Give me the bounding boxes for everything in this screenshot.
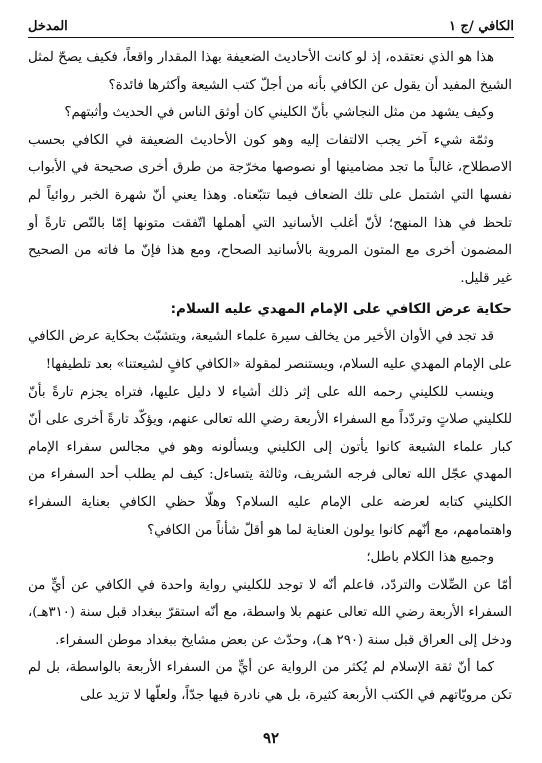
paragraph: وكيف يشهد من مثل النجاشي بأنّ الكليني كان أوثق الناس في الحديث وأثبتهم؟: [64, 105, 494, 121]
page-body: [28, 44, 512, 710]
header-rule: [28, 37, 514, 38]
section-title: المدخل: [28, 19, 68, 34]
paragraph: قد تجد في الأوان الأخير من يخالف سيرة علماء الشيعة، ويتشبّث بحكاية عرض الكافي على الإمام المهدي عليه السلام، ويستنصر لمقولة «الكافي كافٍ لشيعتنا» بعد تلطيفها!: [28, 329, 512, 372]
book-title: الكافي /ج ١: [449, 19, 514, 34]
paragraph: وثمّة شيء آخر يجب الالتفات إليه وهو كون الأحاديث الضعيفة في الكافي بحسب الاصطلاح، غالباً ما تجد مضامينها أو نصوصها مخرّجة من طرق أخرى صحيحة في الأبواب نفسها التي اشتمل على تلك الضعاف فيما تتبّعناه. وهذا يعني أنّ شهرة الخبر روائياً لم تلحظ في هذا المنهج؛ لأنّ أغلب الأسانيد التي أهملها اتّفقت متونها إمّا بالنّص تارةً أو المضمون أخرى مع المتون المروية بالأسانيد الصحاح، ومع هذا فإنّ ما فاته من الصحيح غير قليل.: [28, 132, 512, 286]
paragraph: كما أنّ ثقة الإسلام لم يُكثر من الرواية عن أيٍّ من السفراء الأربعة بالواسطة، بل لم تكن مرويّاتهم في الكتب الأربعة كثيرة، بل هي نادرة فيها جدّاً، ولعلّها لا تزيد على: [28, 660, 512, 704]
paragraph: وجميع هذا الكلام باطل؛: [366, 550, 494, 566]
paragraph: هذا هو الذي نعتقده، إذ لو كانت الأحاديث الضعيفة بهذا المقدار واقعاً، فكيف يصحّ لمثل الشيخ المفيد أن يقول عن الكافي بأنه من أجلّ كتب الشيعة وأكثرها فائدة؟: [28, 50, 512, 93]
paragraph: وينسب للكليني رحمه الله على إثر ذلك أشياء لا دليل عليها، فتراه يجزم تارةً بأنّ للكليني صلاتٍ وتردّداً مع السفراء الأربعة رضي الله تعالى عنهم، ويؤكّد تارةً أخرى على أنّ كبار علماء الشيعة كانوا يأتون إلى الكليني ويسألونه وهو في مجالس سفراء الإمام المهدي عجّل الله تعالى فرجه الشريف، وثالثة يتساءل: كيف لم يطلب أحد السفراء من الكليني كتابه لعرضه على الإمام عليه السلام؟ وهلّا حظي الكافي بعناية السفراء واهتمامهم، مع أنّهم كانوا يولون العناية لما هو أقلّ شأناً من الكافي؟: [28, 384, 512, 538]
page-number: ٩٢: [262, 729, 280, 747]
running-header: [28, 12, 514, 34]
section-heading: حكاية عرض الكافي على الإمام المهدي عليه السلام:: [170, 301, 512, 318]
paragraph: أمّا عن الصِّلات والتردّد، فاعلم أنّه لا توجد للكليني رواية واحدة في الكافي عن أيٍّ من السفراء الأربعة رضي الله تعالى عنهم بلا واسطة، مع أنّه استقرّ ببغداد قبل سنة (٣١٠هـ)، ودخل إلى العراق قبل سنة (٢٩٠ هـ)، وحدّث عن بعض مشايخ ببغداد موطن السفراء.: [28, 577, 512, 648]
